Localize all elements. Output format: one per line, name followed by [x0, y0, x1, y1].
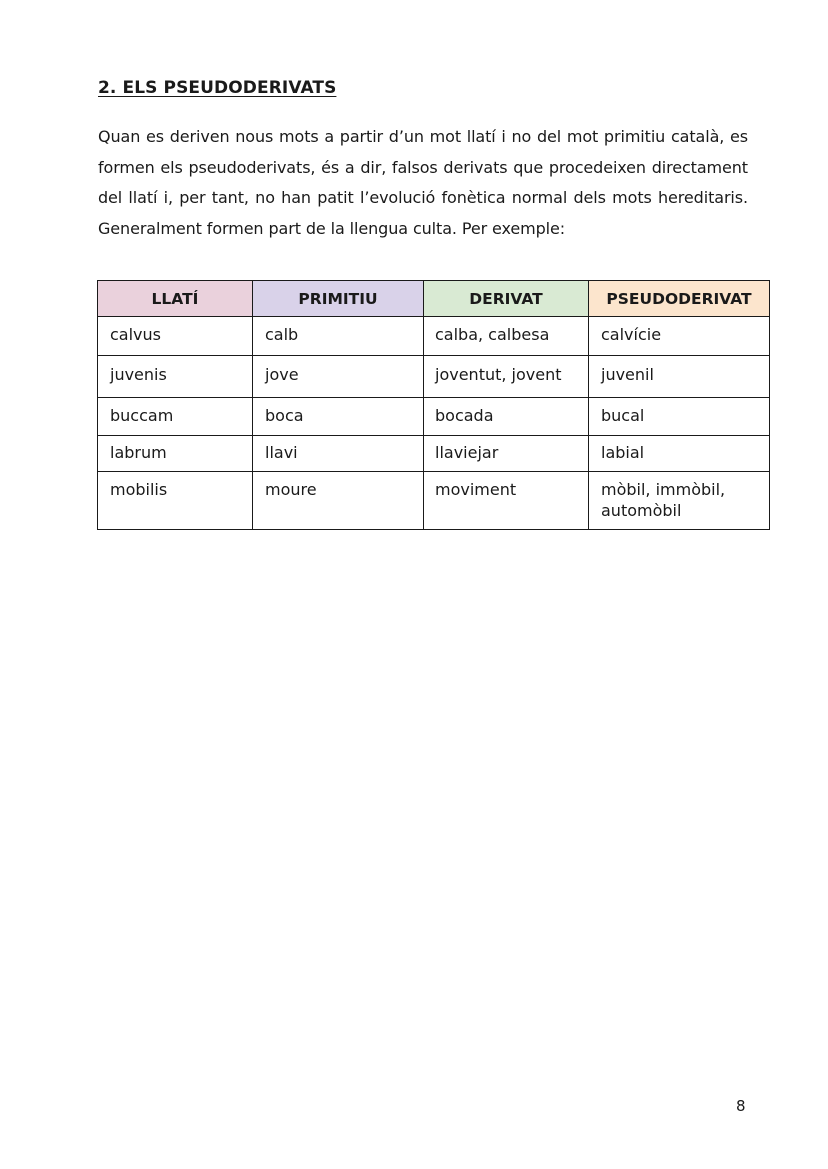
cell-primitiu: calb: [253, 317, 424, 356]
cell-primitiu: moure: [253, 472, 424, 530]
cell-pseudoderivat: bucal: [589, 398, 770, 436]
table-row: [98, 436, 770, 472]
section-heading: 2. ELS PSEUDODERIVATS: [98, 78, 337, 98]
cell-derivat: moviment: [424, 472, 589, 530]
header-derivat: DERIVAT: [424, 281, 589, 317]
cell-pseudoderivat: mòbil, immòbil, automòbil: [589, 472, 770, 530]
cell-derivat: llaviejar: [424, 436, 589, 472]
cell-llati: labrum: [98, 436, 253, 472]
table-row: [98, 356, 770, 398]
cell-derivat: calba, calbesa: [424, 317, 589, 356]
cell-derivat: bocada: [424, 398, 589, 436]
cell-primitiu: jove: [253, 356, 424, 398]
intro-paragraph: Quan es deriven nous mots a partir d’un mot llatí i no del mot primitiu català, es formen els pseudoderivats, és a dir, falsos derivats que procedeixen directament del llatí i, per tant, no han patit l’evolució fonètica normal dels mots hereditaris. Generalment formen part de la llengua culta. Per exemple:: [98, 127, 748, 238]
cell-llati: mobilis: [98, 472, 253, 530]
cell-llati: buccam: [98, 398, 253, 436]
header-primitiu: PRIMITIU: [253, 281, 424, 317]
page-number: 8: [736, 1097, 746, 1115]
table-row: [98, 472, 770, 530]
cell-primitiu: boca: [253, 398, 424, 436]
cell-llati: juvenis: [98, 356, 253, 398]
cell-pseudoderivat: labial: [589, 436, 770, 472]
table-header-row: [98, 281, 770, 317]
cell-pseudoderivat: juvenil: [589, 356, 770, 398]
cell-llati: calvus: [98, 317, 253, 356]
header-pseudoderivat: PSEUDODERIVAT: [589, 281, 770, 317]
table-row: [98, 317, 770, 356]
cell-derivat: joventut, jovent: [424, 356, 589, 398]
cell-pseudoderivat: calvície: [589, 317, 770, 356]
table-row: [98, 398, 770, 436]
header-llati: LLATÍ: [98, 281, 253, 317]
cell-primitiu: llavi: [253, 436, 424, 472]
pseudoderivats-table: [97, 280, 770, 530]
